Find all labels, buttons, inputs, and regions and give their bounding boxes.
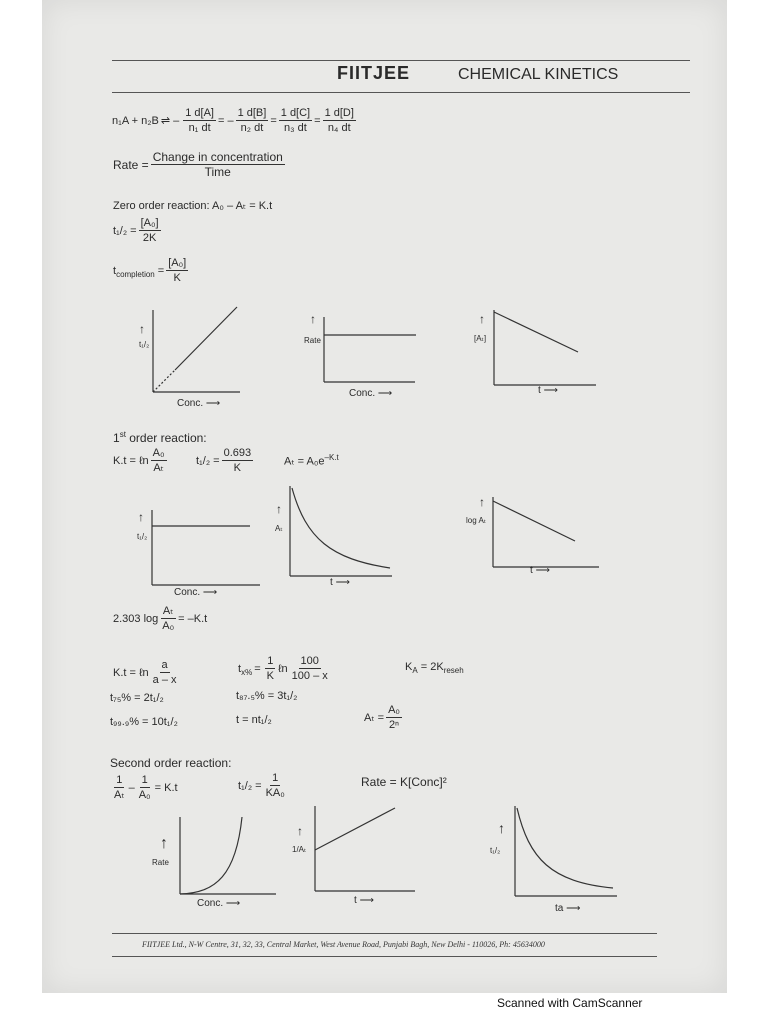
right-arrow-icon: ⟶ xyxy=(335,577,350,588)
tn-relation: t = nt₁/₂ xyxy=(236,714,272,726)
ka-relation: $K_A = 2K_{reseh}$ xyxy=(405,661,464,676)
graph-xlabel: t ⟶ xyxy=(538,385,558,396)
rate-den: Time xyxy=(204,165,231,179)
zero-order-graph-rate xyxy=(320,315,420,385)
graph-ylabel: Aₜ xyxy=(275,524,283,533)
first-order-graph-concentration xyxy=(286,484,396,579)
reactants: n₁A + n₂B xyxy=(112,114,159,127)
second-order-heading: Second order reaction: xyxy=(110,756,232,770)
rate-num: Change in concentration xyxy=(152,150,283,164)
second-order-graph-half-life xyxy=(511,804,621,899)
right-arrow-icon: ⟶ xyxy=(202,587,218,598)
t75-relation: t₇₅% = 2t₁/₂ xyxy=(110,692,164,704)
first-order-log-equation: 2.303 log $\frac{\text{Aₜ}}{\text{A₀}}$ = –K.t xyxy=(113,605,208,632)
second-order-rate-law: $\frac{1}{\text{Aₜ}}$ – $\frac{1}{\text{A₀}}$ = K.t xyxy=(114,774,178,801)
half-life-lhs: t₁/₂ = xyxy=(113,224,137,237)
second-order-half-life: t₁/₂ = $\frac{1}{\text{KA₀}}$ xyxy=(238,772,285,799)
term-a-den: n₁ dt xyxy=(188,122,211,134)
graph-xlabel: t ⟶ xyxy=(354,895,374,906)
footer-rule-bottom xyxy=(112,956,657,957)
half-life-num: [A₀] xyxy=(140,217,159,229)
up-arrow-icon: ↑ xyxy=(139,322,145,336)
completion-t: t xyxy=(113,264,117,277)
graph-ylabel: 1/Aₜ xyxy=(292,845,307,854)
right-arrow-icon: ⟶ xyxy=(566,903,581,914)
up-arrow-icon: ↑ xyxy=(498,820,505,836)
zero-order-heading: Zero order reaction: A₀ – Aₜ = K.t xyxy=(113,200,273,212)
first-order-graph-half-life xyxy=(148,508,268,588)
t875-relation: t₈₇.₅% = 3t₁/₂ xyxy=(236,690,298,702)
up-arrow-icon: ↑ xyxy=(479,495,485,509)
first-order-half-life: t₁/₂ = $\frac{0.693}{K}$ xyxy=(196,447,252,474)
first-order-exponential: $A_t = A_0e^{-K.t}$ xyxy=(284,453,339,468)
graph-xlabel: t ⟶ xyxy=(530,565,550,576)
graph-xlabel: t ⟶ xyxy=(330,577,350,588)
graph-xlabel: Conc. ⟶ xyxy=(174,587,218,598)
equilibrium-arrow: ⇌ – xyxy=(160,115,180,127)
completion-den: K xyxy=(173,272,181,284)
term-b-den: n₂ dt xyxy=(240,122,264,134)
half-life-den: 2K xyxy=(142,232,157,244)
completion-sub: completion xyxy=(116,270,155,279)
graph-ylabel: t₁/₂ xyxy=(490,846,501,855)
graph-xlabel: Conc. ⟶ xyxy=(197,898,241,909)
term-c-num: 1 d[C] xyxy=(280,107,311,119)
footer-rule-top xyxy=(112,933,657,934)
graph-ylabel: t₁/₂ xyxy=(139,340,150,349)
graph-ylabel: Rate xyxy=(152,858,169,867)
graph-ylabel: log Aₜ xyxy=(466,516,487,525)
graph-xlabel: Conc. ⟶ xyxy=(349,388,393,399)
completion-num: [A₀] xyxy=(168,257,187,269)
term-d-num: 1 d[D] xyxy=(324,107,354,119)
zero-order-graph-half-life xyxy=(145,305,245,395)
header-rule-top xyxy=(112,60,690,61)
zero-order-completion: t completion = $\frac{\text{[A₀]}}{K}$ xyxy=(113,257,187,284)
graph-xlabel: Conc. ⟶ xyxy=(177,398,221,409)
second-order-graph-rate xyxy=(176,815,281,897)
graph-ylabel: Rate xyxy=(304,336,321,345)
right-arrow-icon: ⟶ xyxy=(225,898,241,909)
first-order-kt-a: K.t = ℓn $\frac{a}{a - x}$ xyxy=(113,659,177,686)
term-c-den: n₃ dt xyxy=(284,122,307,134)
zero-order-half-life xyxy=(113,216,163,245)
second-order-graph-reciprocal xyxy=(311,804,421,894)
first-order-graph-log xyxy=(489,495,604,570)
graph-xlabel: ta ⟶ xyxy=(555,903,581,914)
footer-address: FIITJEE Ltd., N-W Centre, 31, 32, 33, Central Market, West Avenue Road, Punjabi Bagh, New Delhi - 110026, Ph: 45634000 xyxy=(142,940,545,949)
first-order-kt: K.t = ℓn $\frac{\text{A₀}}{\text{Aₜ}}$ xyxy=(113,447,165,474)
right-arrow-icon: ⟶ xyxy=(205,398,221,409)
graph-ylabel: [Aₜ] xyxy=(474,334,487,343)
right-arrow-icon: ⟶ xyxy=(543,385,558,396)
t999-relation: t₉₉.₉% = 10t₁/₂ xyxy=(110,716,178,728)
zero-order-graph-concentration xyxy=(490,308,600,388)
second-order-rate: Rate = K[Conc]² xyxy=(361,775,447,789)
rate-definition xyxy=(113,150,287,179)
graph-ylabel: t₁/₂ xyxy=(137,532,148,541)
camscanner-watermark: Scanned with CamScanner xyxy=(497,996,643,1010)
first-order-heading: 1st order reaction: xyxy=(113,430,207,445)
header-rule-bottom xyxy=(112,92,690,93)
term-a-num: 1 d[A] xyxy=(185,107,214,119)
up-arrow-icon: ↑ xyxy=(310,312,316,326)
up-arrow-icon: ↑ xyxy=(297,824,303,838)
first-order-tx-percent: t x% = $\frac{1}{K}$ ℓn $\frac{100}{100 - x}$ xyxy=(238,655,328,682)
brand-logo: FIITJEE xyxy=(337,63,411,83)
at-relation: Aₜ = $\frac{\text{A₀}}{\text{2ⁿ}}$ xyxy=(364,704,400,731)
rate-equation: n₁A + n₂B ⇌ – $\frac{1 d[A]}{\text{n₁ dt}}$ = – $\frac{1 d[B]}{\text{n₂ dt}}$ = $\frac{1 d[C]}{\text{n₃ dt}}$ = $\frac{1 d[D]}{\text{n₄ dt}}$ xyxy=(112,107,354,134)
up-arrow-icon: ↑ xyxy=(276,502,282,516)
page-title: CHEMICAL KINETICS xyxy=(458,66,619,83)
right-arrow-icon: ⟶ xyxy=(535,565,550,576)
term-b-num: 1 d[B] xyxy=(237,107,267,119)
up-arrow-icon: ↑ xyxy=(479,312,485,326)
term-d-den: n₄ dt xyxy=(327,122,351,134)
rate-label: Rate = xyxy=(113,157,149,172)
up-arrow-icon: ↑ xyxy=(160,835,168,852)
right-arrow-icon: ⟶ xyxy=(377,388,393,399)
right-arrow-icon: ⟶ xyxy=(359,895,374,906)
up-arrow-icon: ↑ xyxy=(138,510,144,524)
